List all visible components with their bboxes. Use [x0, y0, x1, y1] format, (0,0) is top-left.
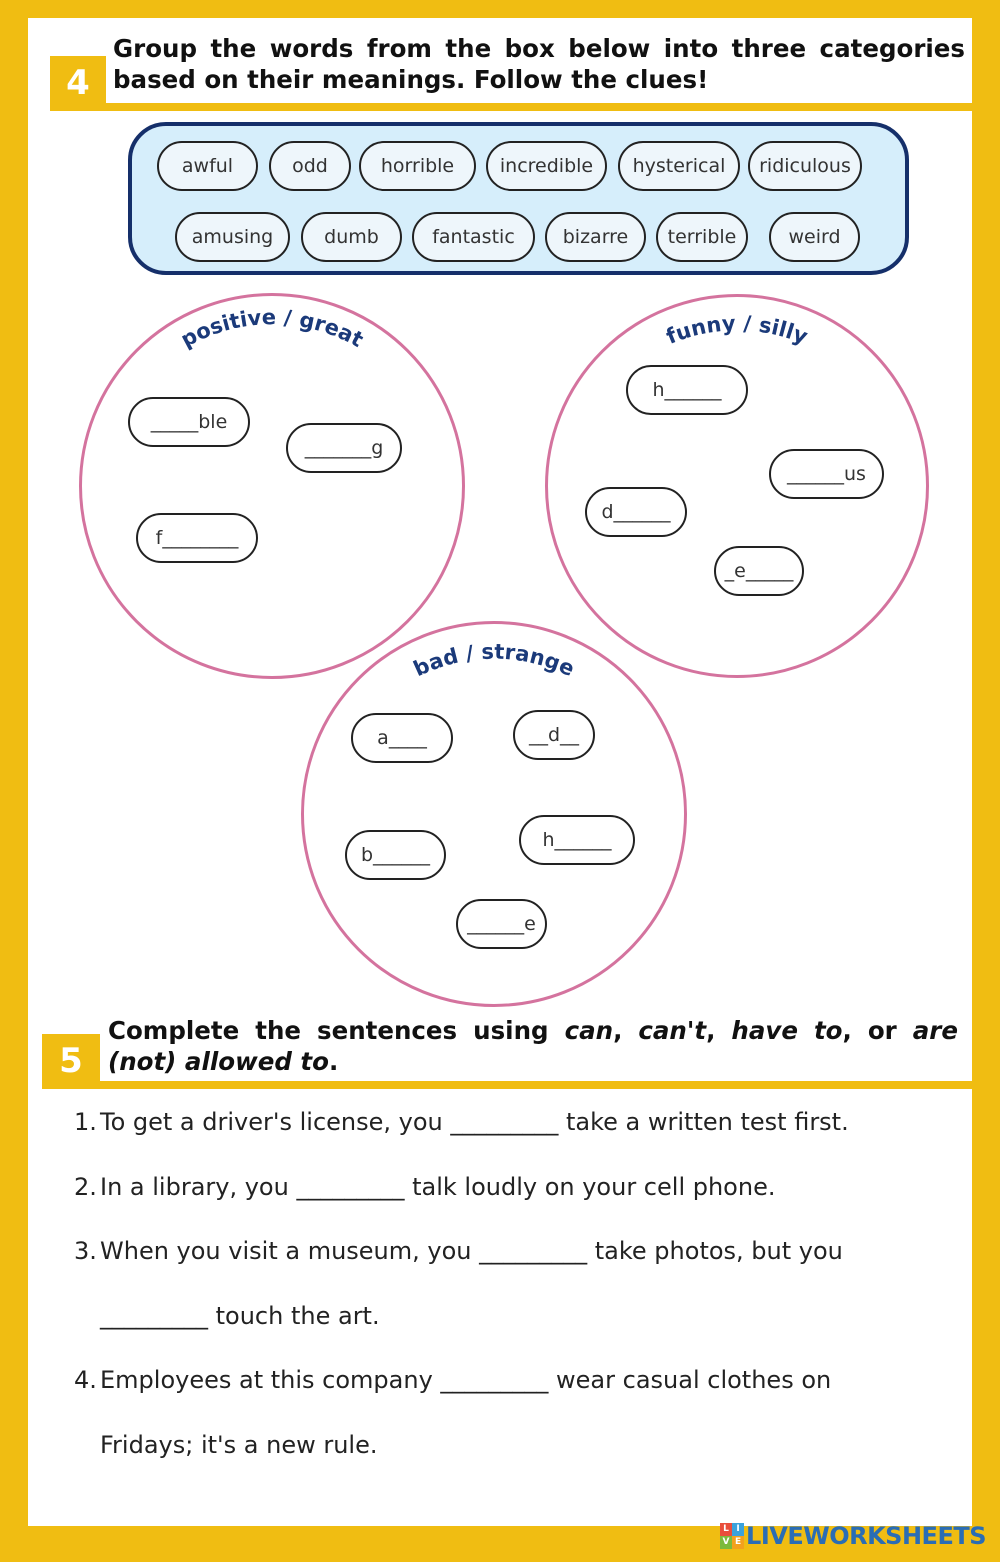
sentence-1	[74, 1108, 849, 1136]
logo-letter: E	[732, 1536, 744, 1549]
word-chip: awful	[157, 141, 258, 191]
sentence-3-continuation[interactable]: _________ touch the art.	[100, 1302, 380, 1330]
word-chip: odd	[269, 141, 351, 191]
category-label-funny-text: funny / silly	[662, 311, 811, 349]
liveworksheets-logo-icon	[720, 1523, 744, 1549]
liveworksheets-brand[interactable]	[720, 1522, 986, 1550]
answer-blank[interactable]: h______	[519, 815, 635, 865]
word-chip: hysterical	[618, 141, 740, 191]
word-chip: fantastic	[412, 212, 535, 262]
word-chip: bizarre	[545, 212, 646, 262]
word-chip: weird	[769, 212, 860, 262]
sentence-3	[74, 1237, 843, 1265]
title-keyword: are (not) allowed to	[108, 1016, 958, 1076]
logo-letter: V	[720, 1536, 732, 1549]
section-5-title	[108, 1015, 958, 1077]
answer-blank[interactable]: ______us	[769, 449, 884, 499]
section-5-rule	[42, 1081, 972, 1089]
sentence-4	[74, 1366, 831, 1394]
section-4-rule	[50, 103, 978, 111]
category-label-bad-text: bad / strange	[409, 639, 579, 682]
svg-text:positive / great	[177, 305, 367, 352]
word-chip: terrible	[656, 212, 748, 262]
section-4-title: Group the words from the box below into three categories based on their meanings. Follow the clues!	[113, 34, 965, 94]
title-text: ,	[613, 1016, 639, 1045]
section-4-number: 4	[50, 56, 106, 110]
sentence-text[interactable]: In a library, you _________ talk loudly on your cell phone.	[100, 1173, 776, 1201]
svg-text:bad / strange	[410, 640, 578, 682]
sentence-text[interactable]: To get a driver's license, you _________ take a written test first.	[100, 1108, 849, 1136]
title-keyword: can	[564, 1016, 614, 1045]
answer-blank[interactable]: b______	[345, 830, 446, 880]
sentence-number: 3.	[74, 1237, 97, 1265]
answer-blank[interactable]: _____ble	[128, 397, 250, 447]
answer-blank[interactable]: _______g	[286, 423, 402, 473]
sentence-4-continuation[interactable]: Fridays; it's a new rule.	[100, 1431, 378, 1459]
answer-blank[interactable]: d______	[585, 487, 687, 537]
category-label-positive-text: positive / great	[176, 305, 368, 352]
word-chip: amusing	[175, 212, 290, 262]
sentence-number: 2.	[74, 1173, 97, 1201]
title-keyword: can't	[638, 1016, 707, 1045]
word-chip: horrible	[359, 141, 476, 191]
logo-letter: L	[720, 1523, 732, 1536]
word-chip: dumb	[301, 212, 402, 262]
sentence-number: 4.	[74, 1366, 97, 1394]
word-chip: incredible	[486, 141, 607, 191]
title-keyword: have to	[731, 1016, 843, 1045]
sentence-number: 1.	[74, 1108, 97, 1136]
svg-text:funny / silly	[663, 311, 811, 349]
liveworksheets-wordmark: LIVEWORKSHEETS	[746, 1522, 986, 1550]
section-5-number: 5	[42, 1034, 100, 1088]
title-text: Complete the sentences using	[108, 1016, 565, 1045]
title-text: .	[328, 1047, 339, 1076]
answer-blank[interactable]: _e_____	[714, 546, 804, 596]
answer-blank[interactable]: ______e	[456, 899, 547, 949]
answer-blank[interactable]: a____	[351, 713, 453, 763]
logo-letter: I	[732, 1523, 744, 1536]
sentence-2	[74, 1173, 775, 1201]
sentence-text[interactable]: Employees at this company _________ wear casual clothes on	[100, 1366, 832, 1394]
title-text: ,	[706, 1016, 732, 1045]
sentence-text[interactable]: When you visit a museum, you _________ take photos, but you	[100, 1237, 843, 1265]
title-text: , or	[842, 1016, 913, 1045]
answer-blank[interactable]: h______	[626, 365, 748, 415]
category-label-bad	[301, 621, 687, 1007]
word-chip: ridiculous	[748, 141, 862, 191]
answer-blank[interactable]: f________	[136, 513, 258, 563]
answer-blank[interactable]: __d__	[513, 710, 595, 760]
